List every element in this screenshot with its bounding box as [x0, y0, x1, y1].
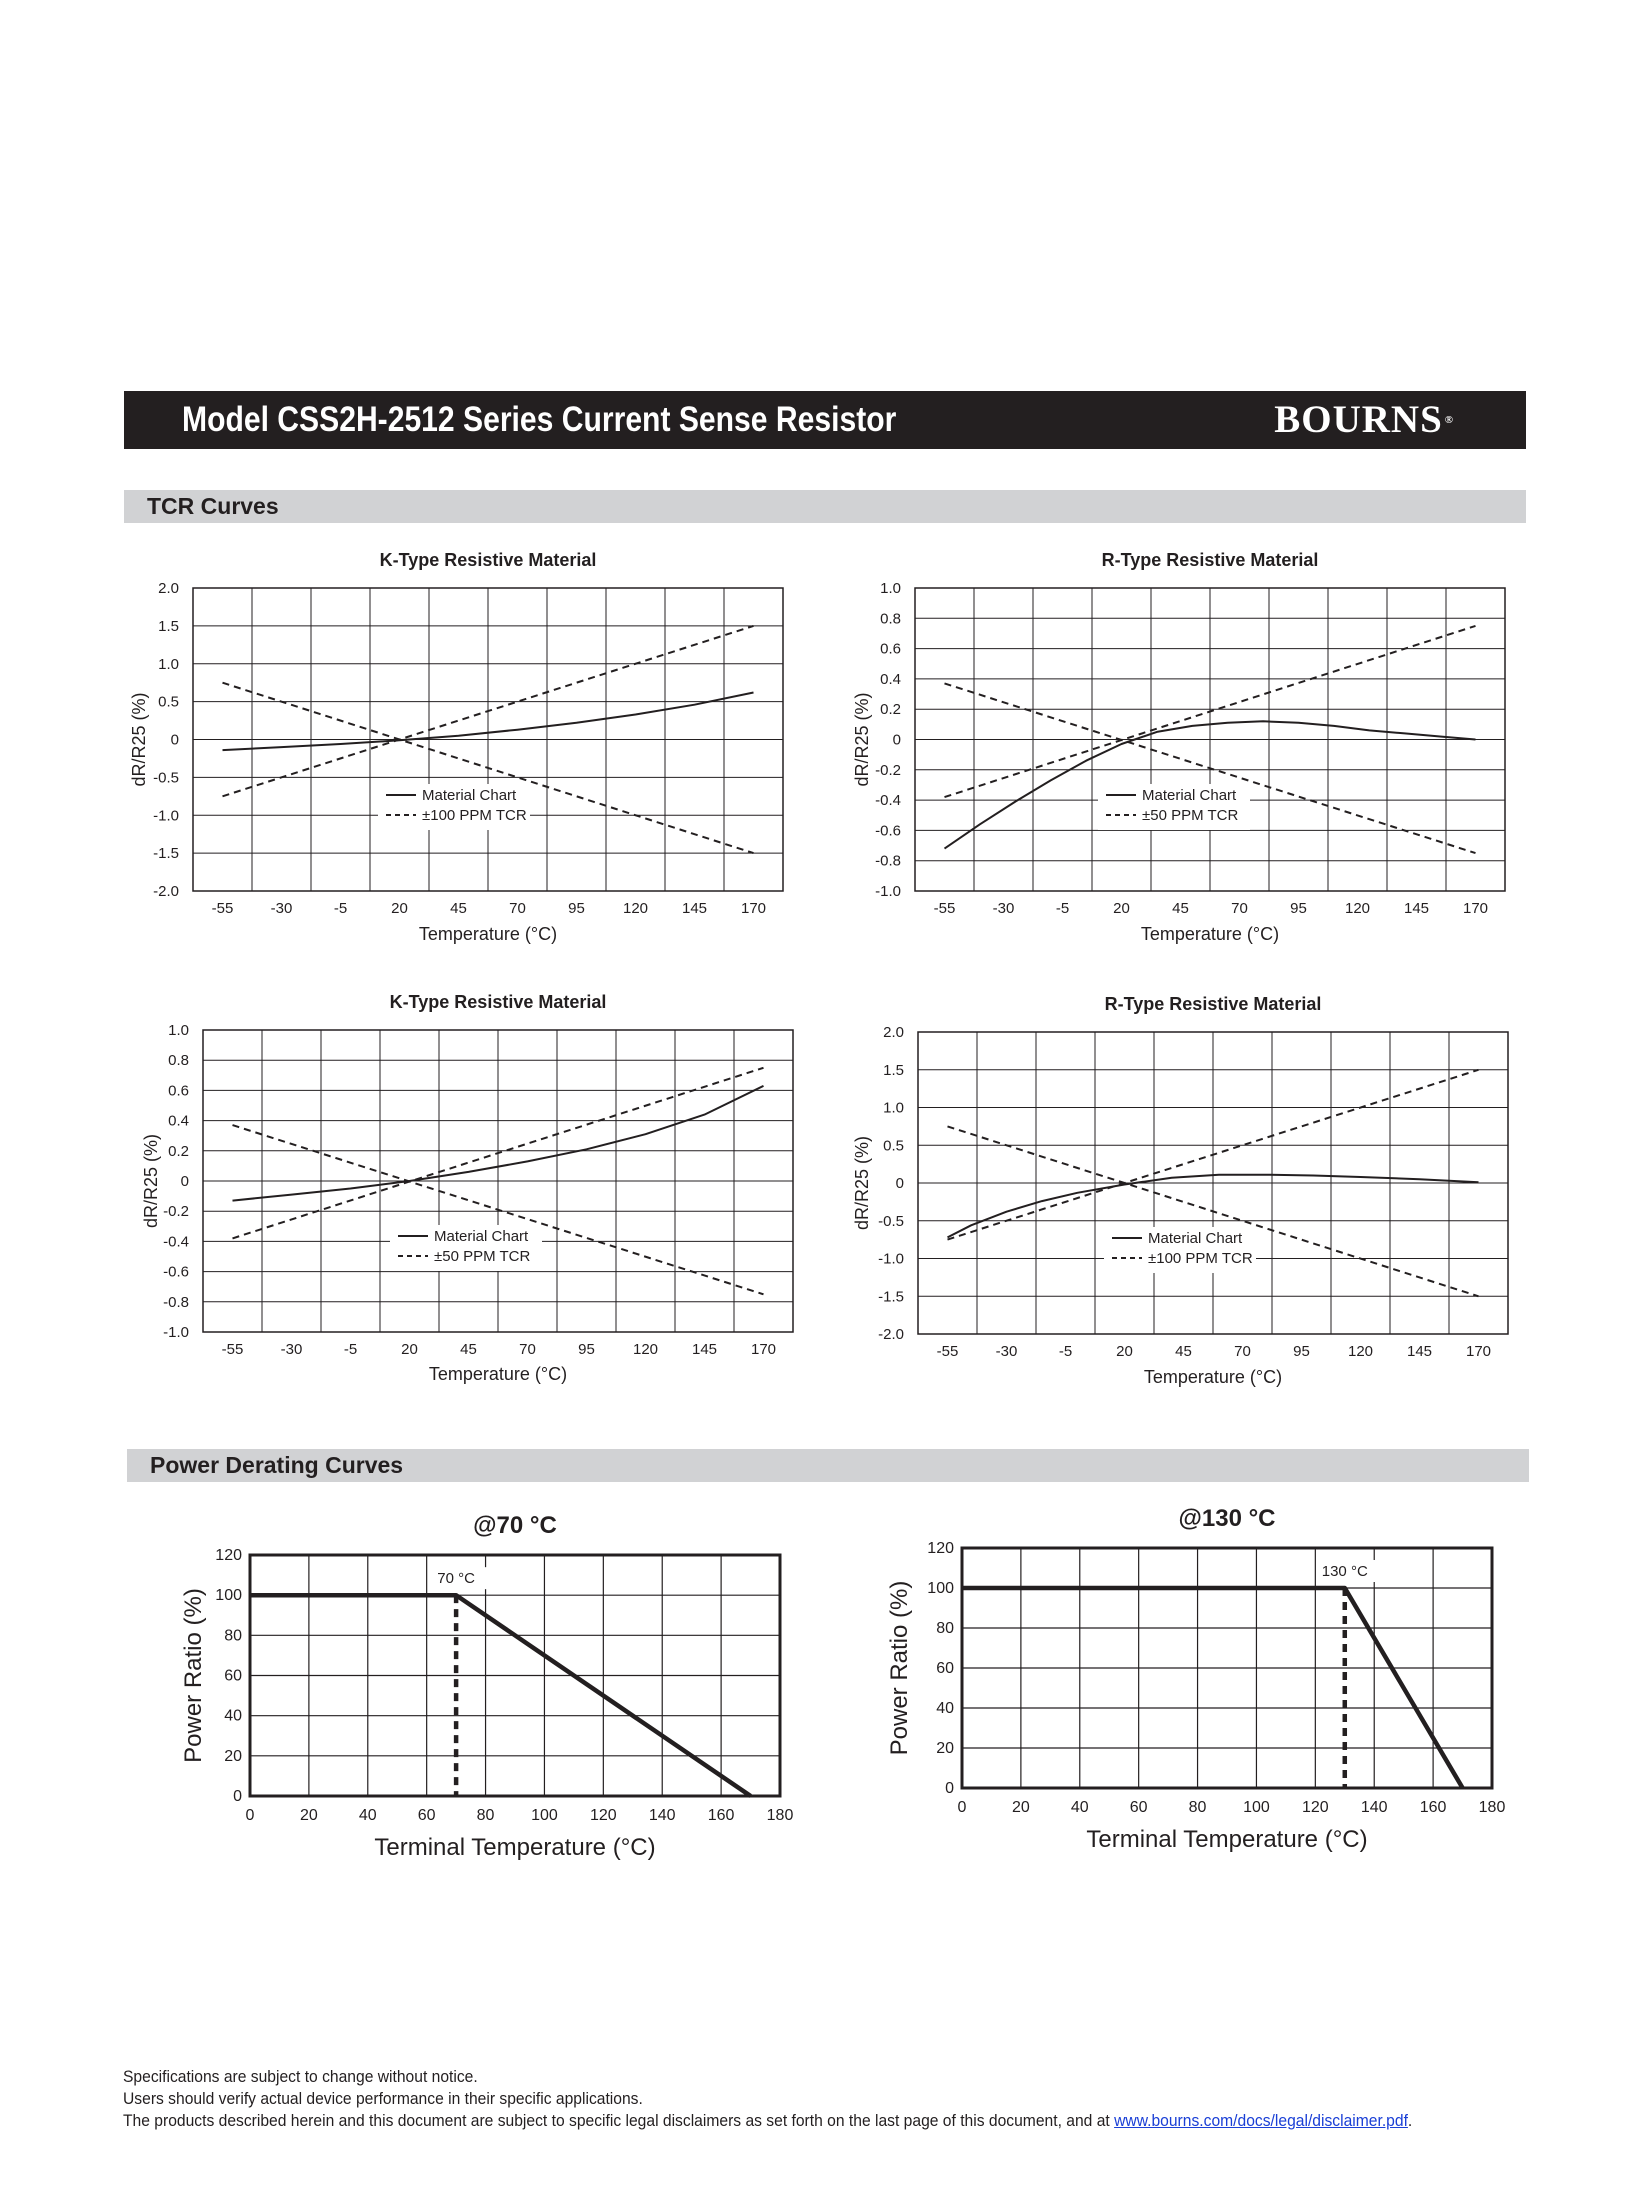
x-axis-label: Temperature (°C)	[428, 1364, 568, 1384]
x-tick-label: -55	[221, 1341, 244, 1358]
x-tick-label: 170	[1462, 900, 1489, 917]
y-tick-label: 0.6	[880, 640, 901, 658]
y-tick-label: 1.0	[883, 1099, 904, 1117]
y-tick-label: -0.2	[875, 761, 901, 779]
y-tick-label: -2.0	[878, 1326, 904, 1343]
y-tick-label: -0.2	[163, 1203, 189, 1221]
chart-pd2	[886, 1505, 1505, 1853]
x-tick-label: 40	[358, 1807, 377, 1824]
y-tick-label: 2.0	[158, 580, 179, 597]
y-tick-label: -1.0	[163, 1324, 189, 1341]
x-tick-label: 70	[1231, 900, 1248, 917]
y-tick-label: 0	[945, 1780, 954, 1797]
chart-tcr1	[129, 550, 783, 944]
y-tick-label: 40	[936, 1700, 954, 1717]
x-tick-label: 80	[476, 1807, 495, 1824]
y-tick-label: -0.4	[875, 792, 901, 810]
x-tick-label: 100	[1243, 1799, 1270, 1816]
registered-mark: ®	[1444, 414, 1454, 426]
chart-title: R-Type Resistive Material	[1104, 994, 1322, 1014]
x-tick-label: 170	[1465, 1343, 1492, 1360]
y-tick-label: 0	[895, 1175, 904, 1192]
chart-pd1	[180, 1512, 793, 1861]
legend-label: ±50 PPM TCR	[434, 1248, 531, 1265]
y-axis-label: dR/R25 (%)	[129, 692, 149, 787]
x-tick-label: 145	[1406, 1343, 1433, 1360]
x-tick-label: 40	[1070, 1799, 1089, 1816]
x-tick-label: 140	[1360, 1799, 1388, 1816]
legend-label: Material Chart	[422, 787, 517, 804]
y-axis-label: Power Ratio (%)	[886, 1580, 913, 1756]
y-tick-label: 0.8	[168, 1052, 189, 1070]
y-tick-label: 0.4	[880, 670, 901, 688]
y-tick-label: 0.5	[158, 693, 179, 711]
x-tick-label: -55	[936, 1343, 959, 1360]
y-tick-label: -0.6	[875, 822, 901, 840]
x-tick-label: 0	[957, 1799, 967, 1816]
y-tick-label: 0	[180, 1173, 189, 1190]
knee-label: 70 °C	[437, 1570, 475, 1588]
y-axis-label: dR/R25 (%)	[852, 692, 872, 787]
x-tick-label: -5	[1058, 1343, 1073, 1360]
x-tick-label: 20	[401, 1341, 418, 1358]
y-tick-label: -1.0	[875, 883, 901, 900]
y-tick-label: -1.0	[153, 807, 179, 825]
y-tick-label: 1.0	[880, 580, 901, 597]
y-tick-label: 1.0	[158, 655, 179, 673]
x-tick-label: 120	[589, 1807, 617, 1824]
y-axis-label: Power Ratio (%)	[180, 1588, 207, 1763]
y-tick-label: -0.6	[163, 1263, 189, 1281]
x-tick-label: 45	[450, 900, 467, 917]
y-tick-label: 0.2	[168, 1142, 189, 1160]
y-tick-label: 100	[927, 1580, 954, 1597]
x-tick-label: 95	[1290, 900, 1307, 917]
chart-title: K-Type Resistive Material	[389, 992, 607, 1012]
x-tick-label: 20	[391, 900, 408, 917]
x-tick-label: 45	[1172, 900, 1189, 917]
y-tick-label: 0.6	[168, 1082, 189, 1100]
x-tick-label: 100	[531, 1807, 558, 1824]
x-axis-label: Temperature (°C)	[418, 924, 558, 944]
x-tick-label: -55	[933, 900, 956, 917]
y-tick-label: 20	[224, 1747, 242, 1765]
x-tick-label: -55	[211, 900, 234, 917]
y-tick-label: -0.5	[878, 1212, 904, 1230]
disclaimer-link[interactable]: www.bourns.com/docs/legal/disclaimer.pdf	[1114, 2111, 1408, 2130]
chart-tcr3	[141, 992, 793, 1384]
x-tick-label: 0	[245, 1807, 255, 1824]
x-tick-label: 120	[1344, 900, 1371, 917]
x-tick-label: 20	[1011, 1799, 1030, 1816]
x-tick-label: 140	[648, 1807, 676, 1824]
y-tick-label: -2.0	[153, 883, 179, 900]
knee-label: 130 °C	[1321, 1563, 1368, 1580]
x-tick-label: 60	[417, 1807, 436, 1824]
y-tick-label: 1.5	[883, 1061, 904, 1079]
chart-title: @70 °C	[473, 1512, 557, 1539]
chart-tcr2	[852, 550, 1505, 944]
page-title: Model CSS2H-2512 Series Current Sense Resistor	[182, 400, 897, 439]
y-tick-label: 0.8	[880, 610, 901, 628]
x-tick-label: 60	[1129, 1799, 1148, 1816]
x-tick-label: 145	[691, 1341, 718, 1358]
x-tick-label: 120	[1301, 1799, 1329, 1816]
y-axis-label: dR/R25 (%)	[141, 1133, 161, 1229]
footer	[123, 2066, 1412, 2132]
legend-label: ±50 PPM TCR	[1142, 807, 1239, 824]
y-axis-label: dR/R25 (%)	[852, 1135, 872, 1231]
section-title-tcr: TCR Curves	[147, 493, 279, 519]
x-tick-label: 20	[1113, 900, 1130, 917]
x-tick-label: 20	[1116, 1343, 1133, 1360]
footer-line-1: Specifications are subject to change without notice.	[123, 2067, 478, 2086]
y-tick-label: -1.5	[878, 1288, 904, 1306]
legend-label: Material Chart	[434, 1228, 529, 1245]
y-tick-label: 120	[215, 1547, 242, 1564]
derating-curve	[250, 1595, 751, 1796]
y-tick-label: 0.4	[168, 1112, 189, 1130]
x-axis-label: Temperature (°C)	[1143, 1367, 1283, 1387]
x-tick-label: 160	[1419, 1799, 1447, 1816]
x-axis-label: Terminal Temperature (°C)	[1086, 1826, 1368, 1853]
x-tick-label: 70	[1234, 1343, 1251, 1360]
y-tick-label: -1.0	[878, 1250, 904, 1268]
y-tick-label: 0	[170, 731, 179, 749]
y-tick-label: 0	[233, 1788, 242, 1805]
footer-line-3-text: The products described herein and this document are subject to specific legal disclaimers as set forth on the last page of this document, and at	[123, 2111, 1115, 2130]
x-axis-label: Terminal Temperature (°C)	[374, 1834, 656, 1861]
section-title-power: Power Derating Curves	[150, 1452, 404, 1478]
y-tick-label: 60	[224, 1667, 242, 1685]
x-tick-label: 45	[460, 1341, 477, 1358]
x-tick-label: 70	[519, 1341, 536, 1358]
legend-label: Material Chart	[1142, 787, 1237, 804]
y-tick-label: 20	[936, 1740, 954, 1757]
x-tick-label: 120	[632, 1341, 659, 1358]
y-tick-label: -0.5	[153, 769, 179, 787]
x-axis-label: Temperature (°C)	[1140, 924, 1280, 944]
x-tick-label: 95	[1293, 1343, 1310, 1360]
x-tick-label: 180	[766, 1807, 794, 1824]
legend-label: Material Chart	[1148, 1230, 1243, 1247]
y-tick-label: 1.0	[168, 1022, 189, 1039]
chart-title: R-Type Resistive Material	[1101, 550, 1319, 570]
x-tick-label: 170	[750, 1341, 777, 1358]
x-tick-label: 20	[299, 1807, 318, 1824]
y-tick-label: -0.8	[875, 852, 901, 870]
x-tick-label: 120	[622, 900, 649, 917]
x-tick-label: 145	[1403, 900, 1430, 917]
chart-title: K-Type Resistive Material	[379, 550, 597, 570]
x-tick-label: 80	[1188, 1799, 1207, 1816]
x-tick-label: -30	[270, 900, 293, 917]
x-tick-label: 95	[568, 900, 585, 917]
x-tick-label: 180	[1478, 1799, 1506, 1816]
y-tick-label: 0.2	[880, 701, 901, 719]
y-tick-label: 100	[215, 1587, 242, 1605]
derating-curve	[962, 1588, 1463, 1788]
logo-text: BOURNS	[1274, 398, 1443, 441]
x-tick-label: 170	[740, 900, 767, 917]
legend-label: ±100 PPM TCR	[422, 807, 527, 824]
y-tick-label: -0.8	[163, 1293, 189, 1311]
x-tick-label: -30	[280, 1341, 303, 1358]
x-tick-label: 160	[707, 1807, 735, 1824]
x-tick-label: 95	[578, 1341, 595, 1358]
legend-label: ±100 PPM TCR	[1148, 1250, 1253, 1267]
y-tick-label: 80	[224, 1627, 242, 1645]
x-tick-label: 145	[681, 900, 708, 917]
y-tick-label: 0.5	[883, 1137, 904, 1155]
footer-line-3-end: .	[1407, 2111, 1413, 2130]
y-tick-label: 2.0	[883, 1024, 904, 1041]
y-tick-label: 120	[927, 1540, 954, 1557]
x-tick-label: -30	[992, 900, 1015, 917]
y-tick-label: -1.5	[153, 845, 179, 863]
y-tick-label: 80	[936, 1620, 954, 1637]
y-tick-label: 40	[224, 1707, 242, 1725]
y-tick-label: 1.5	[158, 617, 179, 635]
y-tick-label: 0	[892, 731, 901, 749]
chart-title: @130 °C	[1178, 1505, 1276, 1532]
footer-line-2: Users should verify actual device performance in their specific applications.	[123, 2089, 643, 2108]
x-tick-label: -5	[333, 900, 348, 917]
footer-line-3	[123, 2110, 1412, 2132]
x-tick-label: -30	[995, 1343, 1018, 1360]
y-tick-label: 60	[936, 1660, 954, 1677]
x-tick-label: -5	[1055, 900, 1070, 917]
x-tick-label: 120	[1347, 1343, 1374, 1360]
x-tick-label: -5	[343, 1341, 358, 1358]
x-tick-label: 70	[509, 900, 526, 917]
x-tick-label: 45	[1175, 1343, 1192, 1360]
chart-tcr4	[852, 994, 1508, 1387]
y-tick-label: -0.4	[163, 1233, 189, 1251]
